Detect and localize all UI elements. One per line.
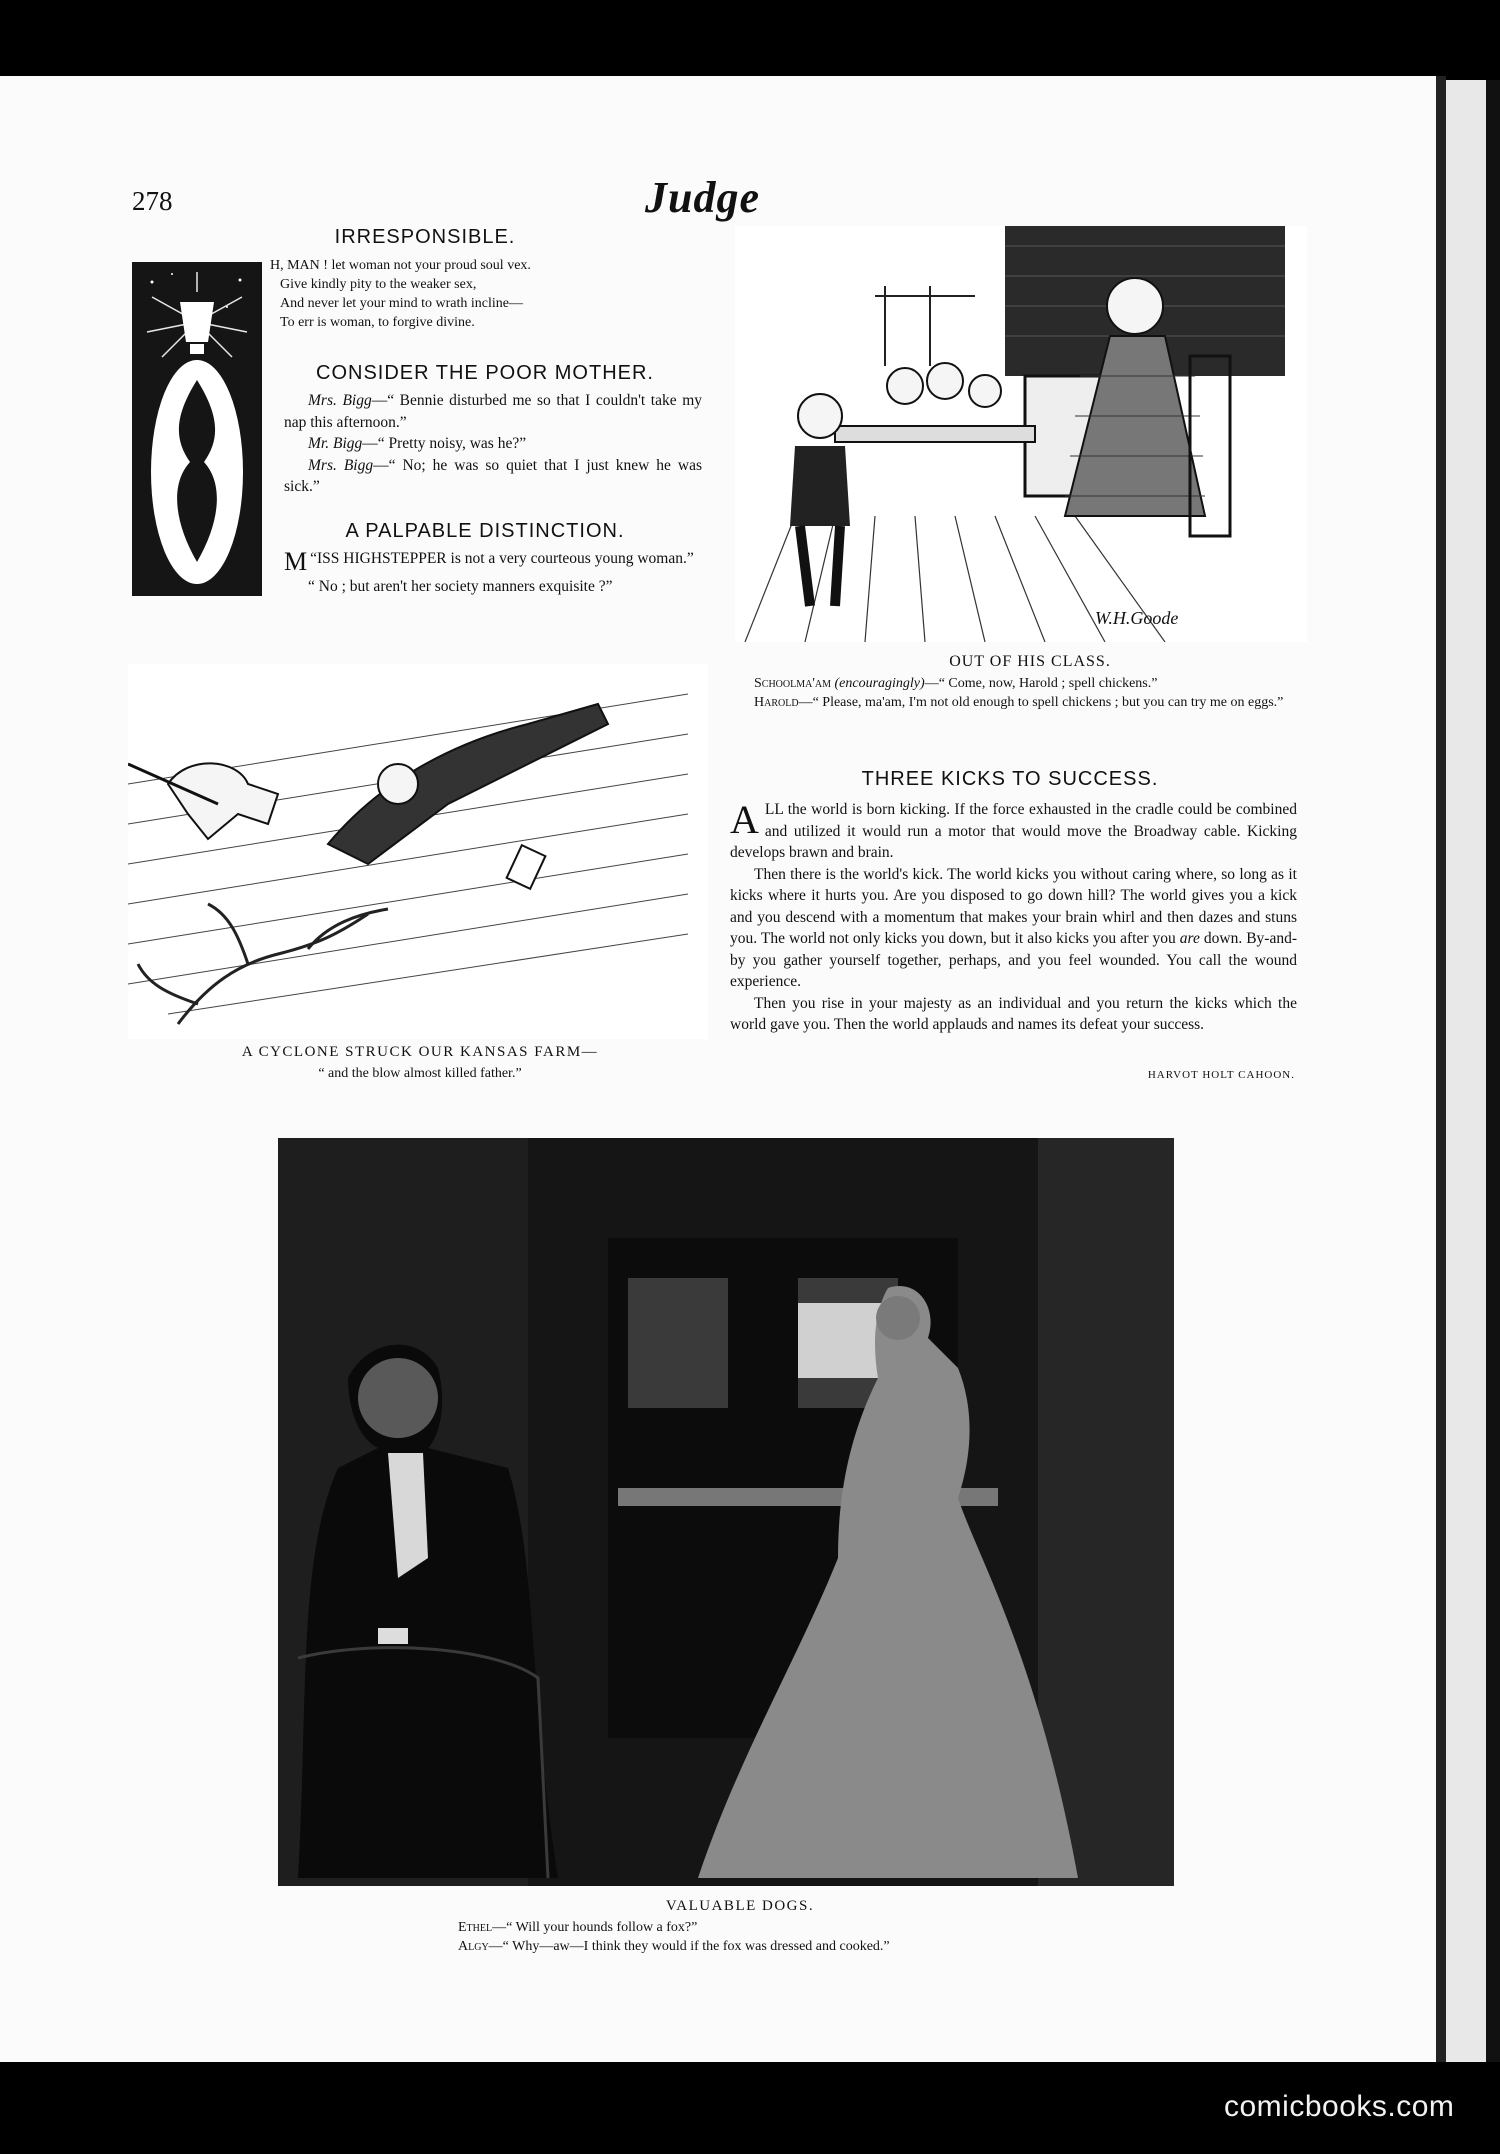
next-page-edge (1446, 80, 1486, 2062)
schoolroom-illustration-icon (735, 226, 1307, 642)
photo-caption-title: VALUABLE DOGS. (665, 1898, 815, 1914)
dialogue: —“ Please, ma'am, I'm not old enough to spell chickens ; but you can try me on eggs.” (798, 695, 1284, 710)
emphasis: are (1179, 930, 1200, 947)
poor-mother-title: CONSIDER THE POOR MOTHER. (316, 362, 654, 384)
paragraph: LL the world is born kicking. If the force exhausted in the cradle could be combined and utilized it would run a motor that would move the Broadway cable. Kicking develops brawn and brain. (730, 801, 1297, 861)
lantern-ornament-icon (132, 262, 262, 596)
class-cartoon-caption (730, 674, 1296, 712)
page-binding (1436, 76, 1446, 2062)
dialogue: —“ Will your hounds follow a fox?” (492, 1920, 698, 1935)
speaker: Harold (754, 695, 799, 710)
speaker: Mr. Bigg (308, 435, 363, 452)
drop-cap: A (730, 797, 759, 842)
cyclone-illustration-icon (128, 664, 708, 1039)
paragraph: Then you rise in your majesty as an individual and you return the kicks which the world gave you. Then the world applauds and names its defeat your success. (730, 994, 1297, 1033)
irresponsible-poem (270, 256, 610, 332)
initial-cap: M (284, 547, 308, 576)
speaker: Mrs. Bigg (308, 392, 372, 409)
kicks-title: THREE KICKS TO SUCCESS. (861, 768, 1159, 790)
scan-border (1486, 80, 1500, 2062)
piano-scene-photo-icon (278, 1138, 1174, 1886)
author-signature: HARVOT HOLT CAHOON. (1147, 1069, 1295, 1081)
distinction-title: A PALPABLE DISTINCTION. (345, 520, 625, 542)
class-cartoon-title: OUT OF HIS CLASS. (949, 653, 1111, 670)
dialogue: —“ Bennie disturbed me so that I couldn't take my nap this afternoon.” (284, 392, 703, 431)
photo-caption (458, 1918, 1078, 1956)
cyclone-caption-title: A CYCLONE STRUCK OUR KANSAS FARM— (241, 1044, 599, 1060)
masthead-logo: Judge (645, 173, 760, 222)
speaker: Schoolma'am (754, 676, 831, 691)
classroom-cartoon (735, 226, 1307, 642)
dialogue: ISS HIGHSTEPPER is not a very courteous young woman.” (317, 550, 694, 567)
paragraph: down. By-and-by you gather yourself together, perhaps, and you feel wounded. You call the wound experience. (730, 930, 1297, 990)
dialogue: —“ Come, now, Harold ; spell chickens.” (924, 676, 1158, 691)
speaker: Algy (458, 1939, 489, 1954)
dialogue: “ No ; but aren't her society manners exquisite ?” (308, 578, 613, 595)
poem-line: To err is woman, to forgive divine. (280, 315, 475, 330)
parlor-photograph (278, 1138, 1174, 1886)
poem-line: Give kindly pity to the weaker sex, (280, 277, 477, 292)
paragraph: Then there is the world's kick. The world kicks you without caring where, so long as it kicks where it hurts you. Are you disposed to go down hill? The world gives you a kick and you descend with a momentum that makes your brain whirl and then dazes and stuns you. The world not only kicks you down, but it also kicks you after you (730, 865, 1297, 947)
speaker: Ethel (458, 1920, 493, 1935)
kicks-article (730, 799, 1297, 1036)
poem-line: And never let your mind to wrath incline— (280, 296, 523, 311)
ornamental-o-initial (132, 262, 262, 596)
watermark-text: comicbooks.com (1224, 2090, 1455, 2123)
dialogue: —“ Pretty noisy, was he?” (362, 435, 527, 452)
speaker: Mrs. Bigg (308, 456, 374, 474)
open-quote: “ (310, 550, 318, 567)
cyclone-cartoon (128, 664, 708, 1039)
poor-mother-text (284, 390, 702, 498)
irresponsible-title: IRRESPONSIBLE. (334, 226, 516, 248)
dialogue: —“ Why—aw—I think they would if the fox was dressed and cooked.” (488, 1939, 890, 1954)
poem-line: H, MAN ! let woman not your proud soul vex. (270, 258, 531, 273)
distinction-text (284, 548, 702, 598)
dialogue: —“ No; he was so quiet that I just knew he was sick.” (284, 456, 702, 495)
artist-signature: W.H.Goode (1095, 608, 1179, 628)
page-number: 278 (132, 186, 173, 216)
cyclone-caption-line: “ and the blow almost killed father.” (318, 1066, 522, 1081)
stage-direction: (encouragingly) (834, 676, 925, 691)
